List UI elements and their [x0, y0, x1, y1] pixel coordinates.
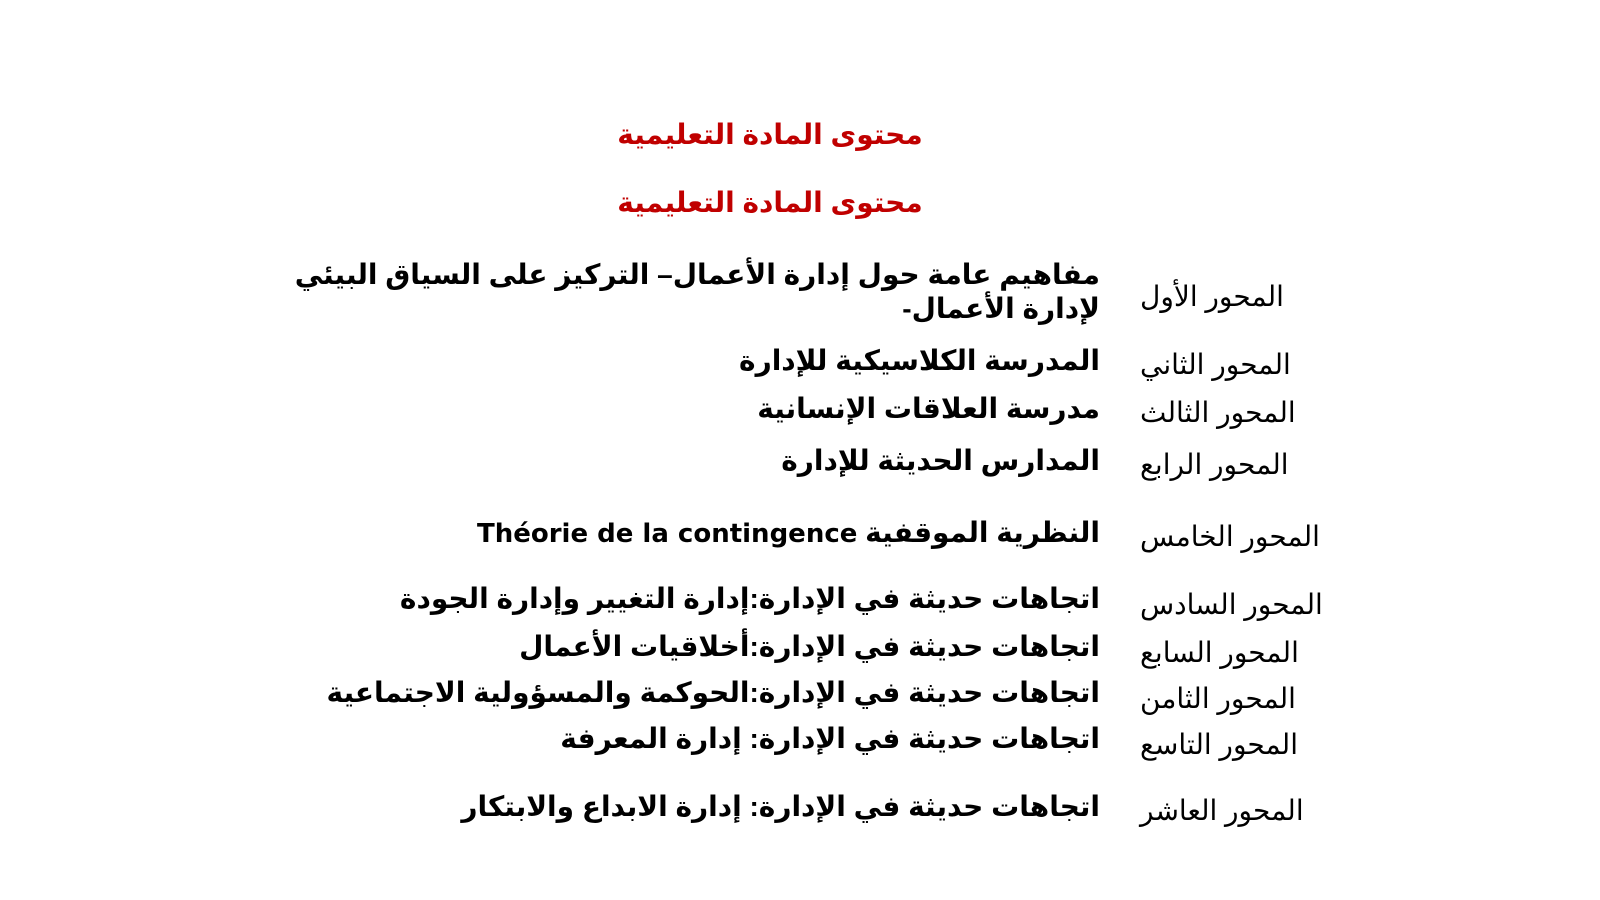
axis-topic: مدرسة العلاقات الإنسانية [757, 393, 1100, 424]
axis-topic: مفاهيم عامة حول إدارة الأعمال– التركيز على السياق البيئي لإدارة الأعمال- [294, 259, 1100, 324]
axis-topic: اتجاهات حديثة في الإدارة:الحوكمة والمسؤولية الاجتماعية [326, 677, 1100, 708]
document-title: محتوى المادة التعليمية [617, 119, 923, 150]
axis-topic: المدرسة الكلاسيكية للإدارة [739, 345, 1100, 376]
axis-topic [220, 516, 1100, 551]
axis-topic: اتجاهات حديثة في الإدارة: إدارة الابداع والابتكار [461, 791, 1100, 822]
axis-label: المحور الثالث [1140, 397, 1296, 428]
axis-topic: اتجاهات حديثة في الإدارة: إدارة المعرفة [560, 723, 1100, 754]
axis-label: المحور السابع [1140, 637, 1299, 668]
axis-label: المحور السادس [1140, 589, 1323, 620]
axis-label: المحور الثامن [1140, 683, 1296, 714]
axis-topic: المدارس الحديثة للإدارة [781, 445, 1100, 476]
axis-topic: اتجاهات حديثة في الإدارة:إدارة التغيير وإدارة الجودة [399, 583, 1100, 614]
axis-label: المحور التاسع [1140, 729, 1298, 760]
axis-label: المحور الثاني [1140, 349, 1291, 380]
axis-label: المحور الأول [1140, 281, 1284, 312]
axis-label: المحور العاشر [1140, 795, 1304, 826]
axis-topic-latin: Théorie de la contingence [476, 519, 858, 549]
axis-topic-arabic: النظرية الموقفية [865, 517, 1100, 548]
axis-topic: اتجاهات حديثة في الإدارة:أخلاقيات الأعمال [519, 631, 1100, 662]
axis-label: المحور الرابع [1140, 449, 1289, 480]
document-subtitle: محتوى المادة التعليمية [617, 187, 923, 218]
axis-label: المحور الخامس [1140, 521, 1320, 552]
